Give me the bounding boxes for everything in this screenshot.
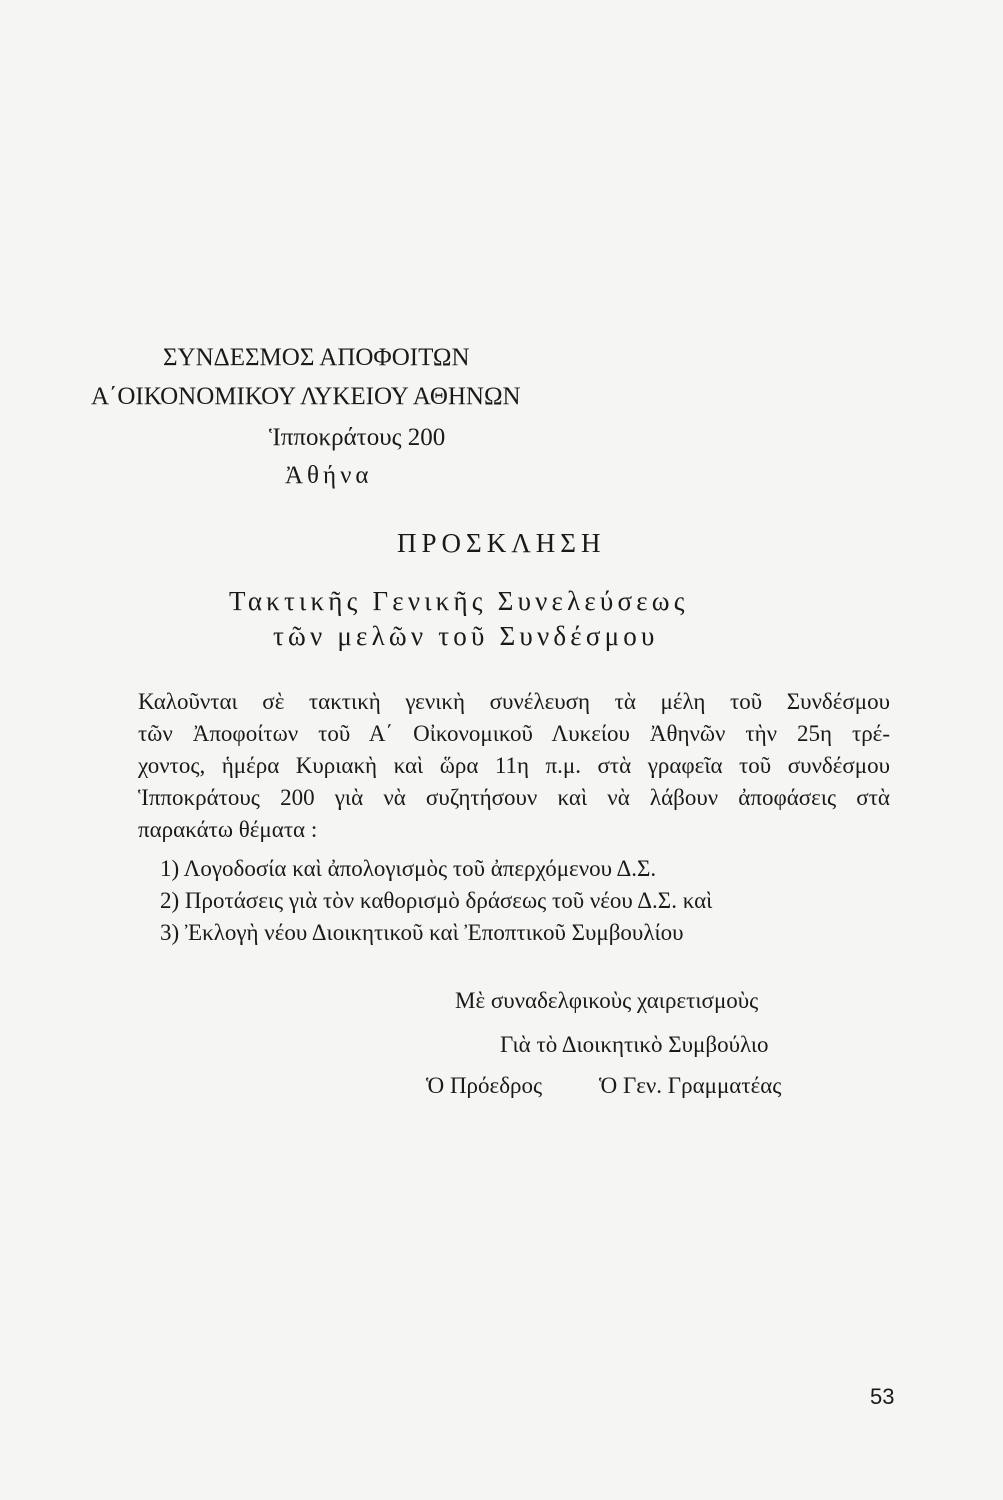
body-line: τῶν Ἀποφοίτων τοῦ Α΄ Οἰκονομικοῦ Λυκείου Ἀθηνῶν τὴν 25η τρέ- (138, 721, 890, 746)
agenda-list (160, 853, 712, 949)
agenda-item: 2) Προτάσεις γιὰ τὸν καθορισμὸ δράσεως τοῦ νέου Δ.Σ. καὶ (160, 888, 713, 913)
body-line: Καλοῦνται σὲ τακτικὴ γενικὴ συνέλευση τὰ μέλη τοῦ Συνδέσμου (138, 689, 890, 714)
body-line: Ἱπποκράτους 200 γιὰ νὰ συζητήσουν καὶ νὰ λάβουν ἀποφάσεις στὰ (138, 785, 890, 810)
invitation-body (138, 686, 890, 846)
document-title: ΠΡΟΣΚΛΗΣΗ (397, 528, 606, 558)
body-line: παρακάτω θέματα : (138, 817, 318, 842)
school-name: Α΄ΟΙΚΟΝΟΜΙΚΟΥ ΛΥΚΕΙΟΥ ΑΘΗΝΩΝ (91, 383, 521, 410)
subtitle-line-1: Τακτικῆς Γενικῆς Συνελεύσεως (229, 586, 689, 616)
closing-greeting: Μὲ συναδελφικοὺς χαιρετισμοὺς (455, 988, 759, 1013)
page-number: 53 (870, 1384, 895, 1409)
street-address: Ἱπποκράτους 200 (269, 424, 446, 451)
signature-president: Ὁ Πρόεδρος (426, 1073, 543, 1098)
subtitle-line-2: τῶν μελῶν τοῦ Συνδέσμου (273, 621, 659, 651)
organization-name: ΣΥΝΔΕΣΜΟΣ ΑΠΟΦΟΙΤΩΝ (163, 344, 470, 371)
signature-secretary: Ὁ Γεν. Γραμματέας (599, 1073, 782, 1098)
closing-on-behalf: Γιὰ τὸ Διοικητικὸ Συμβούλιο (500, 1032, 769, 1057)
agenda-item: 3) Ἐκλογὴ νέου Διοικητικοῦ καὶ Ἐποπτικοῦ Συμβουλίου (160, 920, 684, 945)
body-line: χοντος, ἡμέρα Κυριακὴ καὶ ὥρα 11η π.μ. στὰ γραφεῖα τοῦ συνδέσμου (138, 753, 890, 778)
agenda-item: 1) Λογοδοσία καὶ ἀπολογισμὸς τοῦ ἀπερχόμενου Δ.Σ. (160, 856, 657, 881)
city: Ἀθήνα (285, 462, 373, 489)
